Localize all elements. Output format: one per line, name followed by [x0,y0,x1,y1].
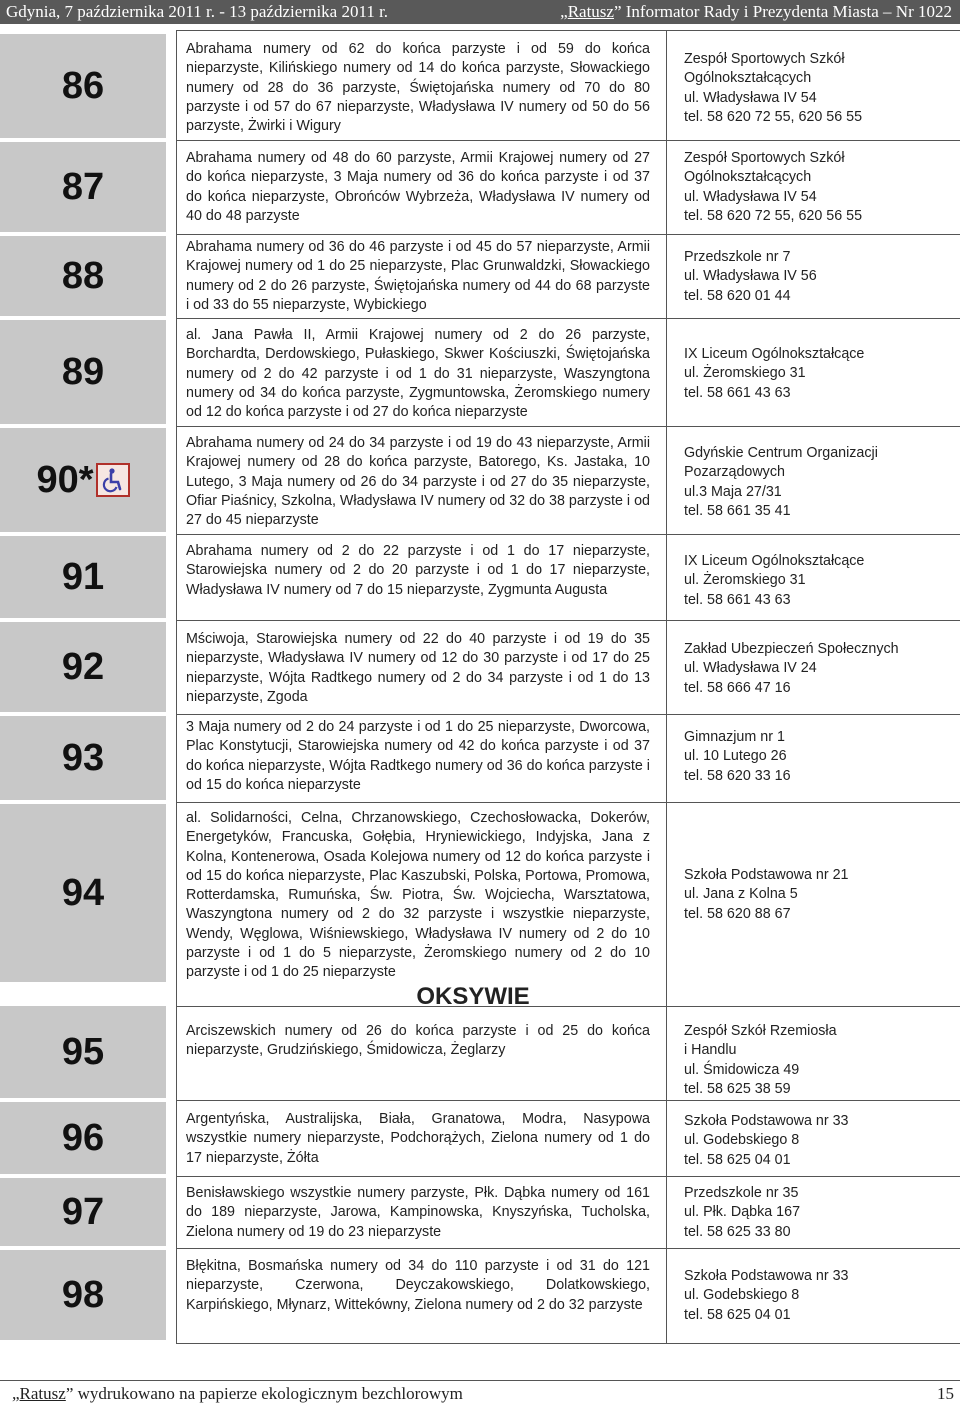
polling-station-line: ul. Żeromskiego 31 [684,572,806,589]
polling-station-line: ul. Władysława IV 54 [684,188,817,205]
polling-station [684,248,960,306]
polling-station-line: ul. 10 Lutego 26 [684,748,787,765]
district-streets: Mściwoja, Starowiejska numery od 22 do 40 parzyste i od 19 do 35 nieparzyste, Władysława IV numery od 12 do 30 parzyste i od 17 do 25 nieparzyste, Wójta Radtkego numery od 2 do 34 parzyste i od 1 do 13 nieparzyste, Zgoda [186,631,650,705]
polling-station [684,1267,960,1325]
district-row [0,804,960,986]
page-number: 15 [937,1384,954,1403]
polling-station-line: tel. 58 625 04 01 [684,1306,791,1323]
district-number: 96 [61,1116,105,1159]
polling-station-line: tel. 58 625 38 59 [684,1080,791,1097]
polling-station [684,444,960,521]
district-number: 87 [61,165,105,208]
district-row [0,236,960,320]
polling-station-line: Ogólnokształcących [684,169,812,186]
polling-station-line: tel. 58 620 88 67 [684,905,791,922]
polling-station-line: Szkoła Podstawowa nr 33 [684,1113,849,1129]
district-number: 86 [61,64,105,107]
polling-station-line: IX Liceum Ogólnokształcące [684,553,865,569]
district-number-cell [0,34,166,138]
district-streets: al. Solidarności, Celna, Chrzanowskiego, Czechosłowacka, Dokerów, Energetyków, Francuska, Gołębia, Hryniewickiego, Indyjska, Jana z Kolna, Kontenerowa, Osada Kolejowa numery od 12 do końca parzyste i od 15 do końca nieparzyste, Plac Kaszubski, Polska, Portowa, Promowa, Rotterdamska, Rumuńska, Św. Piotra, Św. Wojciecha, Warsztatowa, Waszyngtona numery od 2 do 32 parzyste i wszystkie nieparzyste, Wendy, Węglowa, Wiśniewskiego, Władysława IV numery od 2 do 10 parzyste i od 1 do 5 nieparzyste, Żeromskiego numery od 2 do 10 parzyste i od 1 do 25 nieparzyste [186,810,650,981]
polling-station-line: Szkoła Podstawowa nr 21 [684,867,849,883]
row-divider [176,620,960,621]
footer-rule [0,1380,960,1381]
district-number-cell [0,1250,166,1340]
district-row [0,622,960,716]
polling-station-line: Zespół Sportowych Szkół [684,51,845,67]
polling-station-line: Przedszkole nr 35 [684,1185,799,1201]
polling-station-line: tel. 58 666 47 16 [684,679,791,696]
polling-station-line: tel. 58 620 01 44 [684,287,791,304]
district-number: 89 [61,350,105,393]
header-publication: „Ratusz” Informator Rady i Prezydenta Miasta – Nr 1022 [560,2,952,21]
district-number: 97 [61,1190,105,1233]
row-divider [176,234,960,235]
header-date-range: Gdynia, 7 października 2011 r. - 13 października 2011 r. [6,2,389,21]
polling-station-line: Przedszkole nr 7 [684,249,791,265]
polling-station-line: ul. Władysława IV 56 [684,268,817,285]
polling-station-line: ul.3 Maja 27/31 [684,483,782,500]
row-divider [176,426,960,427]
district-row [0,536,960,622]
polling-station-line: ul. Godebskiego 8 [684,1287,800,1304]
polling-station-line: tel. 58 620 72 55, 620 56 55 [684,207,863,224]
polling-station-line: tel. 58 625 04 01 [684,1151,791,1168]
polling-station-line: ul. Godebskiego 8 [684,1132,800,1149]
district-row [0,1006,960,1102]
row-divider [176,1100,960,1101]
polling-station [684,866,960,924]
district-streets: Abrahama numery od 36 do 46 parzyste i od 45 do 57 nieparzyste, Armii Krajowej numery od 1 do 25 nieparzyste, Plac Grunwaldzki, Słowackiego numery od 2 do 26 parzyste, Świętojańska numery od 44 do 68 parzyste i od 33 do 55 nieparzyste, Wybickiego [186,239,650,313]
table-border [176,1343,960,1344]
polling-station-line: Zakład Ubezpieczeń Społecznych [684,641,899,657]
district-number-cell [0,236,166,316]
district-row [0,1250,960,1344]
polling-station-line: tel. 58 661 43 63 [684,384,791,401]
district-number-cell [0,622,166,712]
district-streets: Arciszewskich numery od 26 do końca parzyste i od 25 do końca nieparzyste, Grudzińskiego, Śmidowicza, Żeglarzy [186,1023,650,1059]
polling-station-line: tel. 58 620 72 55, 620 56 55 [684,108,863,125]
district-streets: Argentyńska, Australijska, Biała, Granatowa, Modra, Nasypowa wszystkie numery nieparzyste, Podchorążych, Zielona numery od 1 do 17 nieparzyste, Żółta [186,1111,650,1166]
district-number-cell [0,428,166,532]
row-divider [176,140,960,141]
footer-publication-name: Ratusz [19,1384,66,1403]
district-streets: Abrahama numery od 24 do 34 parzyste i od 19 do 43 nieparzyste, Armii Krajowej numery od 28 do końca parzyste, Batorego, Ks. Jastaka, 10 Lutego, 3 Maja numery od 26 do 34 parzyste i od 27 do 35 nieparzyste, Ofiar Piaśnicy, Szkolna, Władysława IV numery od 32 do 38 parzyste i od 27 do 45 nieparzyste [186,435,650,529]
district-streets: Benisławskiego wszystkie numery parzyste, Płk. Dąbka numery od 161 do 189 nieparzyste, Jarowa, Kampinowska, Knyszyńska, Tucholska, Zielona numery od 19 do 23 nieparzyste [186,1185,650,1240]
district-row [0,320,960,428]
district-number-cell [0,1102,166,1174]
district-number-cell [0,716,166,800]
polling-station-line: Gdyńskie Centrum Organizacji [684,445,878,461]
polling-station [684,552,960,610]
polling-station-line: ul. Władysława IV 54 [684,89,817,106]
polling-station [684,640,960,698]
district-number: 88 [61,254,105,297]
polling-station-line: ul. Władysława IV 24 [684,660,817,677]
polling-station-line: IX Liceum Ogólnokształcące [684,346,865,362]
table-border [176,1006,960,1007]
polling-station-line: tel. 58 661 35 41 [684,502,791,519]
polling-station [684,50,960,127]
polling-station-line: Zespół Sportowych Szkół [684,150,845,166]
row-divider [176,534,960,535]
district-number: 90* [36,458,94,501]
district-streets: Błękitna, Bosmańska numery od 34 do 110 parzyste i od 31 do 121 nieparzyste, Czerwona, Deyczakowskiego, Dolatkowskiego, Karpińskiego, Młynarz, Wittekówny, Zielona numery od 2 do 32 parzyste [186,1258,650,1313]
district-row [0,34,960,142]
district-streets: al. Jana Pawła II, Armii Krajowej numery od 2 do 26 parzyste, Borchardta, Derdowskiego, Pułaskiego, Skwer Kościuszki, Świętojańska numery od 2 do 42 parzyste i od 1 do 31 nieparzyste, Waszyngtona numery od 34 do końca parzyste, Zygmuntowska, Żeromskiego numery od 12 do końca parzyste i od 27 do końca nieparzyste [186,327,650,421]
polling-station-line: Pozarządowych [684,464,785,481]
polling-station [684,149,960,226]
district-streets: Abrahama numery od 48 do 60 parzyste, Armii Krajowej numery od 27 do końca nieparzyste, 3 Maja numery od 36 do końca parzyste i od 37 do końca nieparzyste, Obrońców Wybrzeża, Władysława IV numery od 40 do 48 parzyste [186,150,650,224]
district-streets: 3 Maja numery od 2 do 24 parzyste i od 1 do 25 nieparzyste, Dworcowa, Plac Konstytucji, Starowiejska numery od 42 do końca parzyste i od 37 do końca nieparzyste, Wójta Radtkego numery od 36 do końca parzyste i od 15 do końca nieparzyste [186,719,650,793]
district-streets: Abrahama numery od 62 do końca parzyste i od 59 do końca nieparzyste, Kilińskiego numery od 14 do końca parzyste, Słowackiego numery od 28 do 36 parzyste, Świętojańska numery od 70 do 80 parzyste i od 57 do 67 nieparzyste, Władysława IV numery od 50 do 56 parzyste, Żwirki i Wigury [186,41,650,135]
wheelchair-icon [96,463,130,497]
polling-station-line: Gimnazjum nr 1 [684,729,785,745]
row-divider [176,802,960,803]
district-row [0,716,960,804]
district-number: 94 [61,871,105,914]
district-number: 92 [61,645,105,688]
polling-station-line: tel. 58 661 43 63 [684,591,791,608]
district-row [0,428,960,536]
table-border [176,30,960,31]
district-number: 98 [61,1273,105,1316]
district-number: 91 [61,555,105,598]
section-title-oksywie: OKSYWIE [416,983,530,1010]
polling-station [684,345,960,403]
polling-station-line: tel. 58 620 33 16 [684,767,791,784]
row-divider [176,318,960,319]
page-header [0,0,960,24]
district-row [0,1102,960,1178]
district-number-cell [0,536,166,618]
polling-station [684,1112,960,1170]
polling-station-line: tel. 58 625 33 80 [684,1223,791,1240]
polling-station-line: ul. Jana z Kolna 5 [684,886,798,903]
district-number-cell [0,142,166,232]
polling-station-line: ul. Żeromskiego 31 [684,365,806,382]
district-number: 93 [61,736,105,779]
polling-station-line: i Handlu [684,1042,737,1059]
polling-station-line: ul. Śmidowicza 49 [684,1061,800,1078]
district-row [0,142,960,236]
district-number: 95 [61,1030,105,1073]
polling-station [684,1184,960,1242]
polling-station-line: ul. Płk. Dąbka 167 [684,1204,801,1221]
polling-station-line: Zespół Szkół Rzemiosła [684,1023,837,1039]
header-publication-name: Ratusz [567,2,614,21]
polling-station [684,1022,960,1099]
district-number-cell [0,1006,166,1098]
row-divider [176,1176,960,1177]
district-number-cell [0,320,166,424]
district-number-cell [0,1178,166,1246]
district-streets: Abrahama numery od 2 do 22 parzyste i od 1 do 17 nieparzyste, Starowiejska numery od 2 do 20 parzyste i od 1 do 17 nieparzyste, Władysława IV numery od 7 do 15 nieparzyste, Zygmunta Augusta [186,543,650,598]
row-divider [176,714,960,715]
polling-station [684,728,960,786]
district-number-cell [0,804,166,982]
district-row [0,1178,960,1250]
footer-note: „Ratusz” wydrukowano na papierze ekologicznym bezchlorowym [12,1384,463,1403]
polling-station-line: Ogólnokształcących [684,70,812,87]
row-divider [176,1248,960,1249]
polling-station-line: Szkoła Podstawowa nr 33 [684,1268,849,1284]
